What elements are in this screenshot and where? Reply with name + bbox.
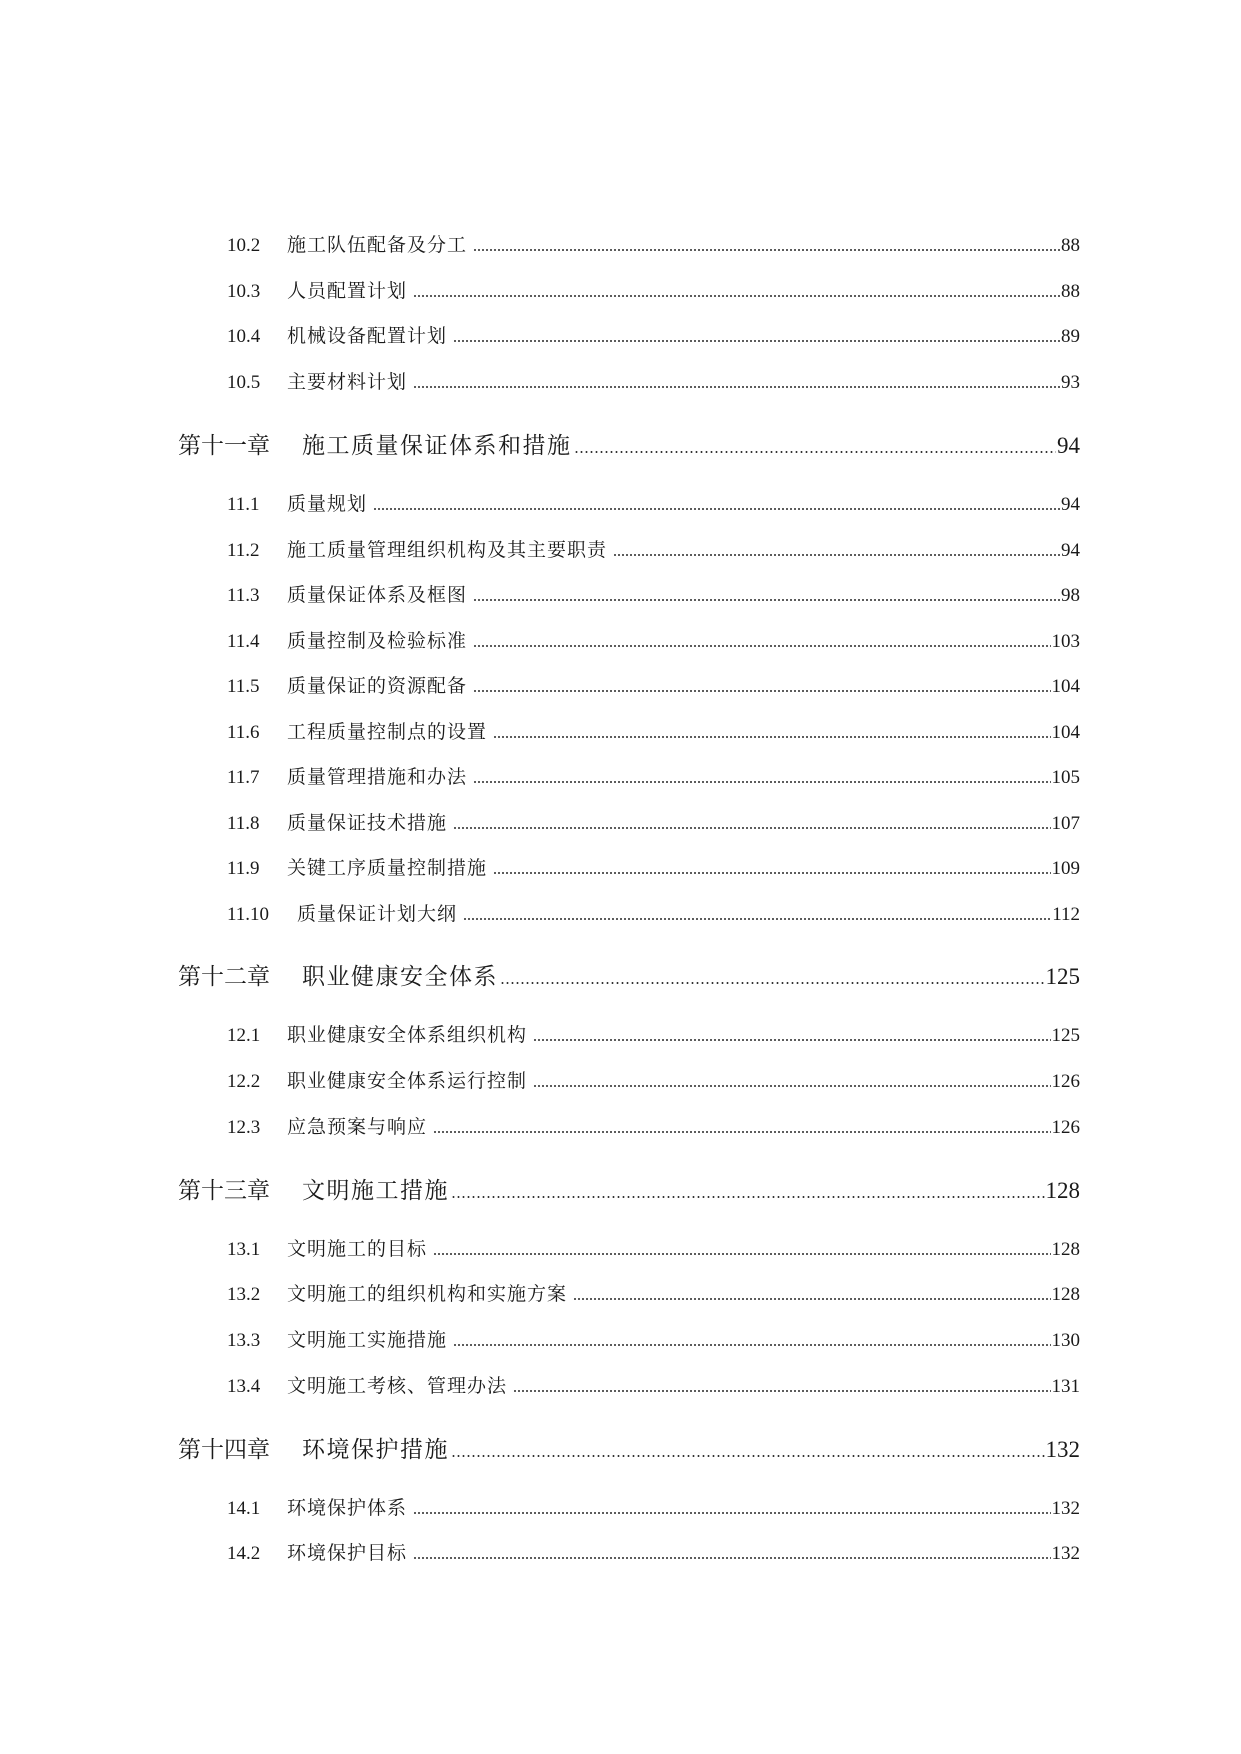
toc-title: 职业健康安全体系组织机构 [287,1024,528,1046]
toc-page: 130 [1051,1330,1080,1351]
toc-number: 13.4 [227,1376,261,1397]
toc-number: 11.3 [227,585,260,606]
toc-leader [493,735,1050,739]
toc-entry-11-5[interactable] [227,671,1080,698]
toc-page: 89 [1061,326,1080,347]
toc-leader [453,1343,1050,1347]
toc-title: 应急预案与响应 [287,1116,428,1138]
toc-entry-11-7[interactable] [227,762,1080,789]
toc-title: 质量规划 [287,493,368,515]
toc-number: 11.5 [227,676,260,697]
toc-page: 128 [1051,1239,1080,1260]
toc-title: 职业健康安全体系运行控制 [287,1070,528,1092]
toc-title: 文明施工实施措施 [287,1329,448,1351]
toc-leader [500,981,1045,985]
toc-page: 93 [1061,372,1080,393]
toc-page: 94 [1057,433,1080,458]
toc-number: 12.2 [227,1071,261,1092]
toc-number: 14.2 [227,1543,261,1564]
toc-page: 132 [1051,1498,1080,1519]
toc-number: 11.7 [227,767,260,788]
toc-page: 112 [1052,904,1080,925]
toc-entry-11-4[interactable] [227,626,1080,653]
toc-leader [533,1038,1050,1042]
toc-chapter-number: 第十四章 [178,1437,270,1463]
toc-page: 125 [1045,964,1080,989]
toc-leader [473,248,1060,252]
toc-entry-12-1[interactable] [227,1020,1080,1047]
toc-page: 109 [1051,858,1080,879]
toc-leader [463,917,1051,921]
toc-leader [413,294,1060,298]
toc-number: 11.1 [227,494,260,515]
toc-chapter-number: 第十二章 [178,964,270,990]
toc-leader [413,385,1060,389]
toc-title: 文明施工考核、管理办法 [287,1375,508,1397]
toc-number: 10.2 [227,235,261,256]
toc-entry-14-1[interactable] [227,1493,1080,1520]
toc-chapter-14[interactable] [178,1431,1080,1464]
toc-leader [413,1511,1050,1515]
toc-page: 125 [1051,1025,1080,1046]
toc-page: 128 [1045,1178,1080,1203]
toc-number: 12.1 [227,1025,261,1046]
toc-leader [433,1130,1050,1134]
toc-entry-10-5[interactable] [227,367,1080,394]
toc-title: 文明施工的组织机构和实施方案 [287,1283,568,1305]
toc-page: 98 [1061,585,1080,606]
toc-title: 质量控制及检验标准 [287,630,468,652]
toc-page: 126 [1051,1117,1080,1138]
toc-entry-11-3[interactable] [227,580,1080,607]
toc-entry-13-4[interactable] [227,1371,1080,1398]
toc-title: 关键工序质量控制措施 [287,857,488,879]
toc-title: 人员配置计划 [287,280,408,302]
toc-entry-11-6[interactable] [227,717,1080,744]
toc-entry-11-2[interactable] [227,535,1080,562]
toc-page: 126 [1051,1071,1080,1092]
toc-leader [433,1252,1050,1256]
toc-leader [451,1454,1045,1458]
toc-entry-10-2[interactable] [227,230,1080,257]
toc-number: 14.1 [227,1498,261,1519]
toc-leader [473,689,1050,693]
toc-entry-11-9[interactable] [227,853,1080,880]
toc-number: 13.3 [227,1330,261,1351]
toc-leader [573,1297,1050,1301]
toc-chapter-12[interactable] [178,958,1080,991]
toc-title: 质量管理措施和办法 [287,766,468,788]
toc-chapter-title: 环境保护措施 [302,1437,449,1463]
toc-entry-13-1[interactable] [227,1234,1080,1261]
toc-title: 文明施工的目标 [287,1238,428,1260]
toc-entry-11-10[interactable] [227,899,1080,926]
toc-page: 104 [1051,676,1080,697]
toc-title: 机械设备配置计划 [287,325,448,347]
toc-entry-10-3[interactable] [227,276,1080,303]
toc-chapter-number: 第十三章 [178,1178,270,1204]
toc-leader [413,1556,1050,1560]
toc-number: 11.6 [227,722,260,743]
toc-entry-14-2[interactable] [227,1538,1080,1565]
toc-entry-11-1[interactable] [227,489,1080,516]
toc-leader [373,507,1060,511]
toc-chapter-title: 职业健康安全体系 [302,964,498,990]
toc-number: 10.3 [227,281,261,302]
toc-page: 103 [1051,631,1080,652]
toc-page: 94 [1061,494,1080,515]
toc-number: 13.2 [227,1284,261,1305]
toc-title: 质量保证技术措施 [287,812,448,834]
toc-entry-10-4[interactable] [227,321,1080,348]
toc-chapter-11[interactable] [178,427,1080,460]
toc-leader [453,339,1060,343]
toc-page: 88 [1061,281,1080,302]
toc-entry-13-2[interactable] [227,1279,1080,1306]
toc-title: 质量保证体系及框图 [287,584,468,606]
toc-page: 128 [1051,1284,1080,1305]
toc-leader [473,644,1050,648]
toc-page: 131 [1051,1376,1080,1397]
toc-number: 12.3 [227,1117,261,1138]
toc-title: 环境保护目标 [287,1542,408,1564]
toc-leader [613,553,1060,557]
toc-title: 施工质量管理组织机构及其主要职责 [287,539,608,561]
toc-chapter-number: 第十一章 [178,433,270,459]
toc-number: 11.10 [227,904,270,925]
toc-leader [574,450,1057,454]
toc-title: 主要材料计划 [287,371,408,393]
toc-page: 104 [1051,722,1080,743]
toc-leader [473,780,1050,784]
toc-number: 13.1 [227,1239,261,1260]
toc-title: 工程质量控制点的设置 [287,721,488,743]
toc-page: 94 [1061,540,1080,561]
toc-leader [473,598,1060,602]
toc-entry-11-8[interactable] [227,808,1080,835]
toc-number: 11.2 [227,540,260,561]
toc-title: 质量保证的资源配备 [287,675,468,697]
toc-title: 质量保证计划大纲 [297,903,458,925]
toc-leader [533,1084,1050,1088]
toc-page: 132 [1045,1437,1080,1462]
toc-page: 132 [1051,1543,1080,1564]
toc-page: 107 [1051,813,1080,834]
toc-page: 105 [1051,767,1080,788]
toc-title: 施工队伍配备及分工 [287,234,468,256]
toc-number: 11.4 [227,631,260,652]
toc-leader [451,1195,1045,1199]
toc-entry-12-2[interactable] [227,1066,1080,1093]
toc-number: 11.9 [227,858,260,879]
toc-leader [493,871,1050,875]
toc-title: 环境保护体系 [287,1497,408,1519]
toc-entry-12-3[interactable] [227,1112,1080,1139]
toc-number: 10.4 [227,326,261,347]
toc-chapter-13[interactable] [178,1172,1080,1205]
toc-page: 88 [1061,235,1080,256]
toc-leader [513,1389,1050,1393]
toc-number: 10.5 [227,372,261,393]
toc-entry-13-3[interactable] [227,1325,1080,1352]
toc-chapter-title: 文明施工措施 [302,1178,449,1204]
toc-chapter-title: 施工质量保证体系和措施 [302,433,572,459]
toc-leader [453,826,1050,830]
toc-number: 11.8 [227,813,260,834]
